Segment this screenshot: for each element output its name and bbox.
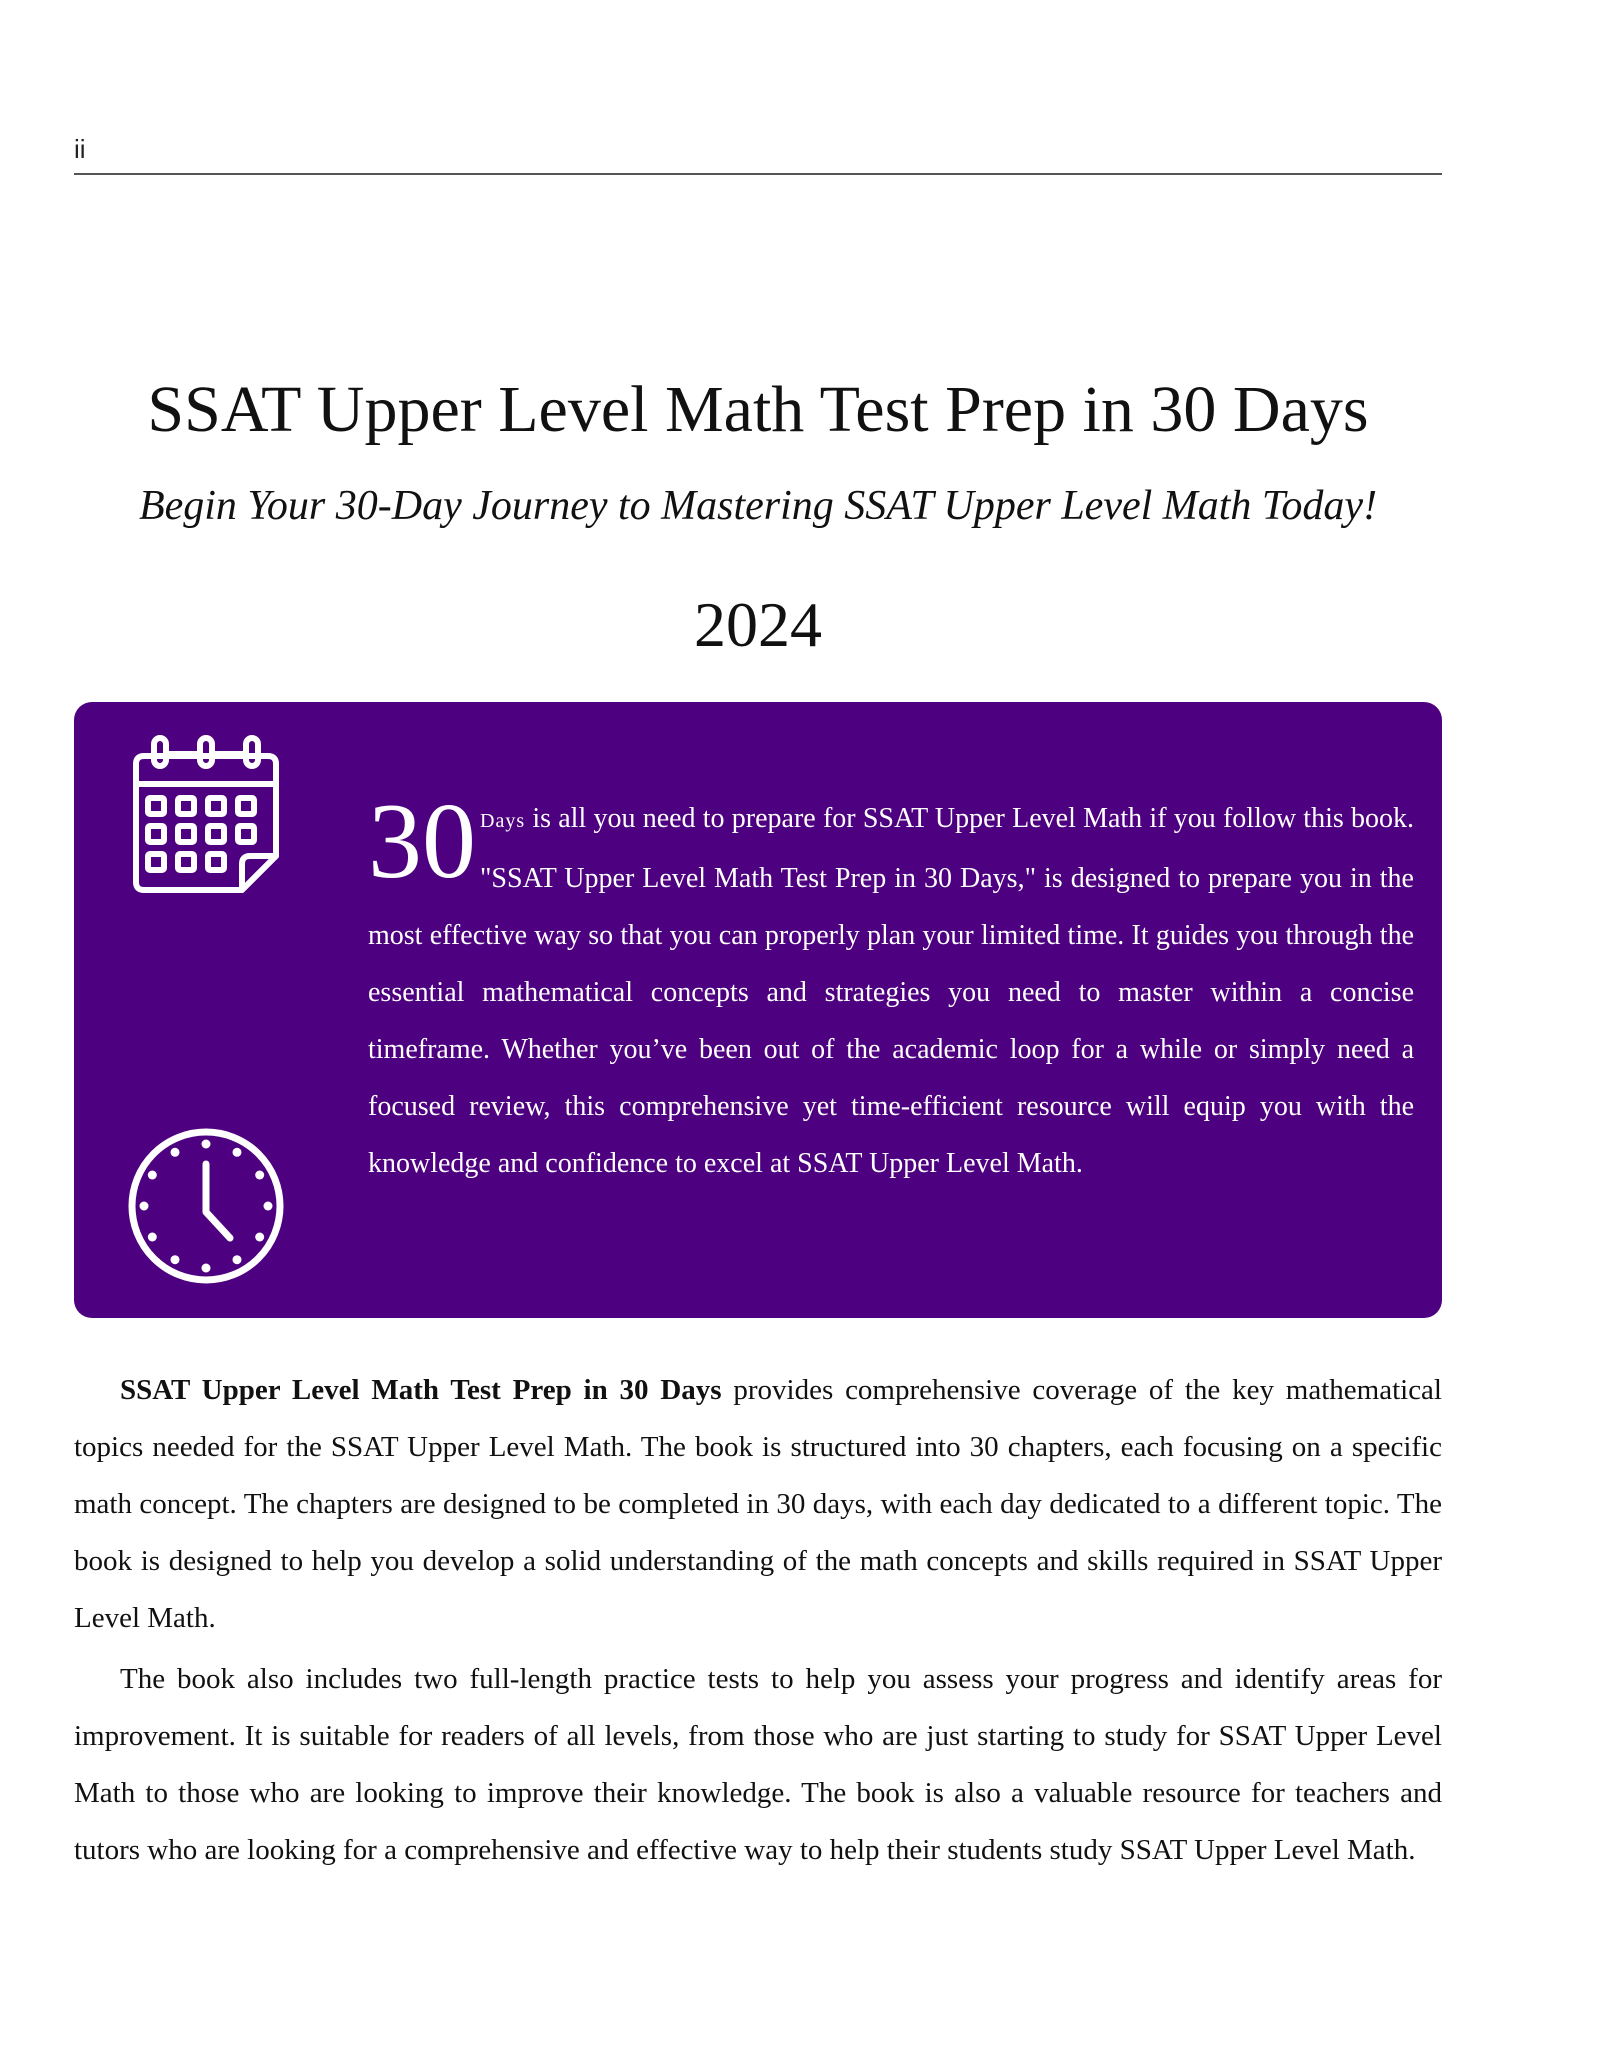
body-paragraph-1-rest: provides comprehensive coverage of the key mathematical topics needed for the SSAT Upper Level Math. The book is structured into 30 chapters, each focusing on a specific math concept. The chapters are designed to be completed in 30 days, with each day dedicated to a different topic. The book is designed to help you develop a solid understanding of the math concepts and skills required in SSAT Upper Level Math. (74, 1374, 1442, 1634)
dropcap-rest: Days (480, 810, 526, 832)
body-paragraph-2: The book also includes two full-length practice tests to help you assess your progress and identify areas for improvement. It is suitable for readers of all levels, from those who are just starting to study for SSAT Upper Level Math to those who are looking to improve their knowledge. The book is also a valuable resource for teachers and tutors who are looking for a comprehensive and effective way to help their students study SSAT Upper Level Math. (74, 1663, 1442, 1866)
clock-icon (126, 1126, 286, 1286)
book-year: 2024 (694, 589, 822, 660)
calendar-icon (130, 732, 282, 896)
header-rule (74, 173, 1442, 175)
promo-box (74, 702, 1442, 1318)
book-title: SSAT Upper Level Math Test Prep in 30 Days (147, 373, 1369, 446)
promo-text (368, 782, 1414, 1192)
book-subtitle: Begin Your 30-Day Journey to Mastering SSAT Upper Level Math Today! (138, 483, 1378, 529)
dropcap-number: 30 (368, 782, 476, 901)
body-text (74, 1362, 1442, 1883)
body-paragraph-1 (74, 1362, 1442, 1647)
body-paragraph-1-bold: SSAT Upper Level Math Test Prep in 30 Days (120, 1374, 722, 1406)
page-number: ii (74, 134, 86, 164)
promo-body: is all you need to prepare for SSAT Upper Level Math if you follow this book. "SSAT Upper Level Math Test Prep in 30 Days," is designed to prepare you in the most effective way so that you can properly plan your limited time. It guides you through the essential mathematical concepts and strategies you need to master within a concise timeframe. Whether you’ve been out of the academic loop for a while or simply need a focused review, this comprehensive yet time-efficient resource will equip you with the knowledge and confidence to excel at SSAT Upper Level Math. (368, 803, 1414, 1179)
